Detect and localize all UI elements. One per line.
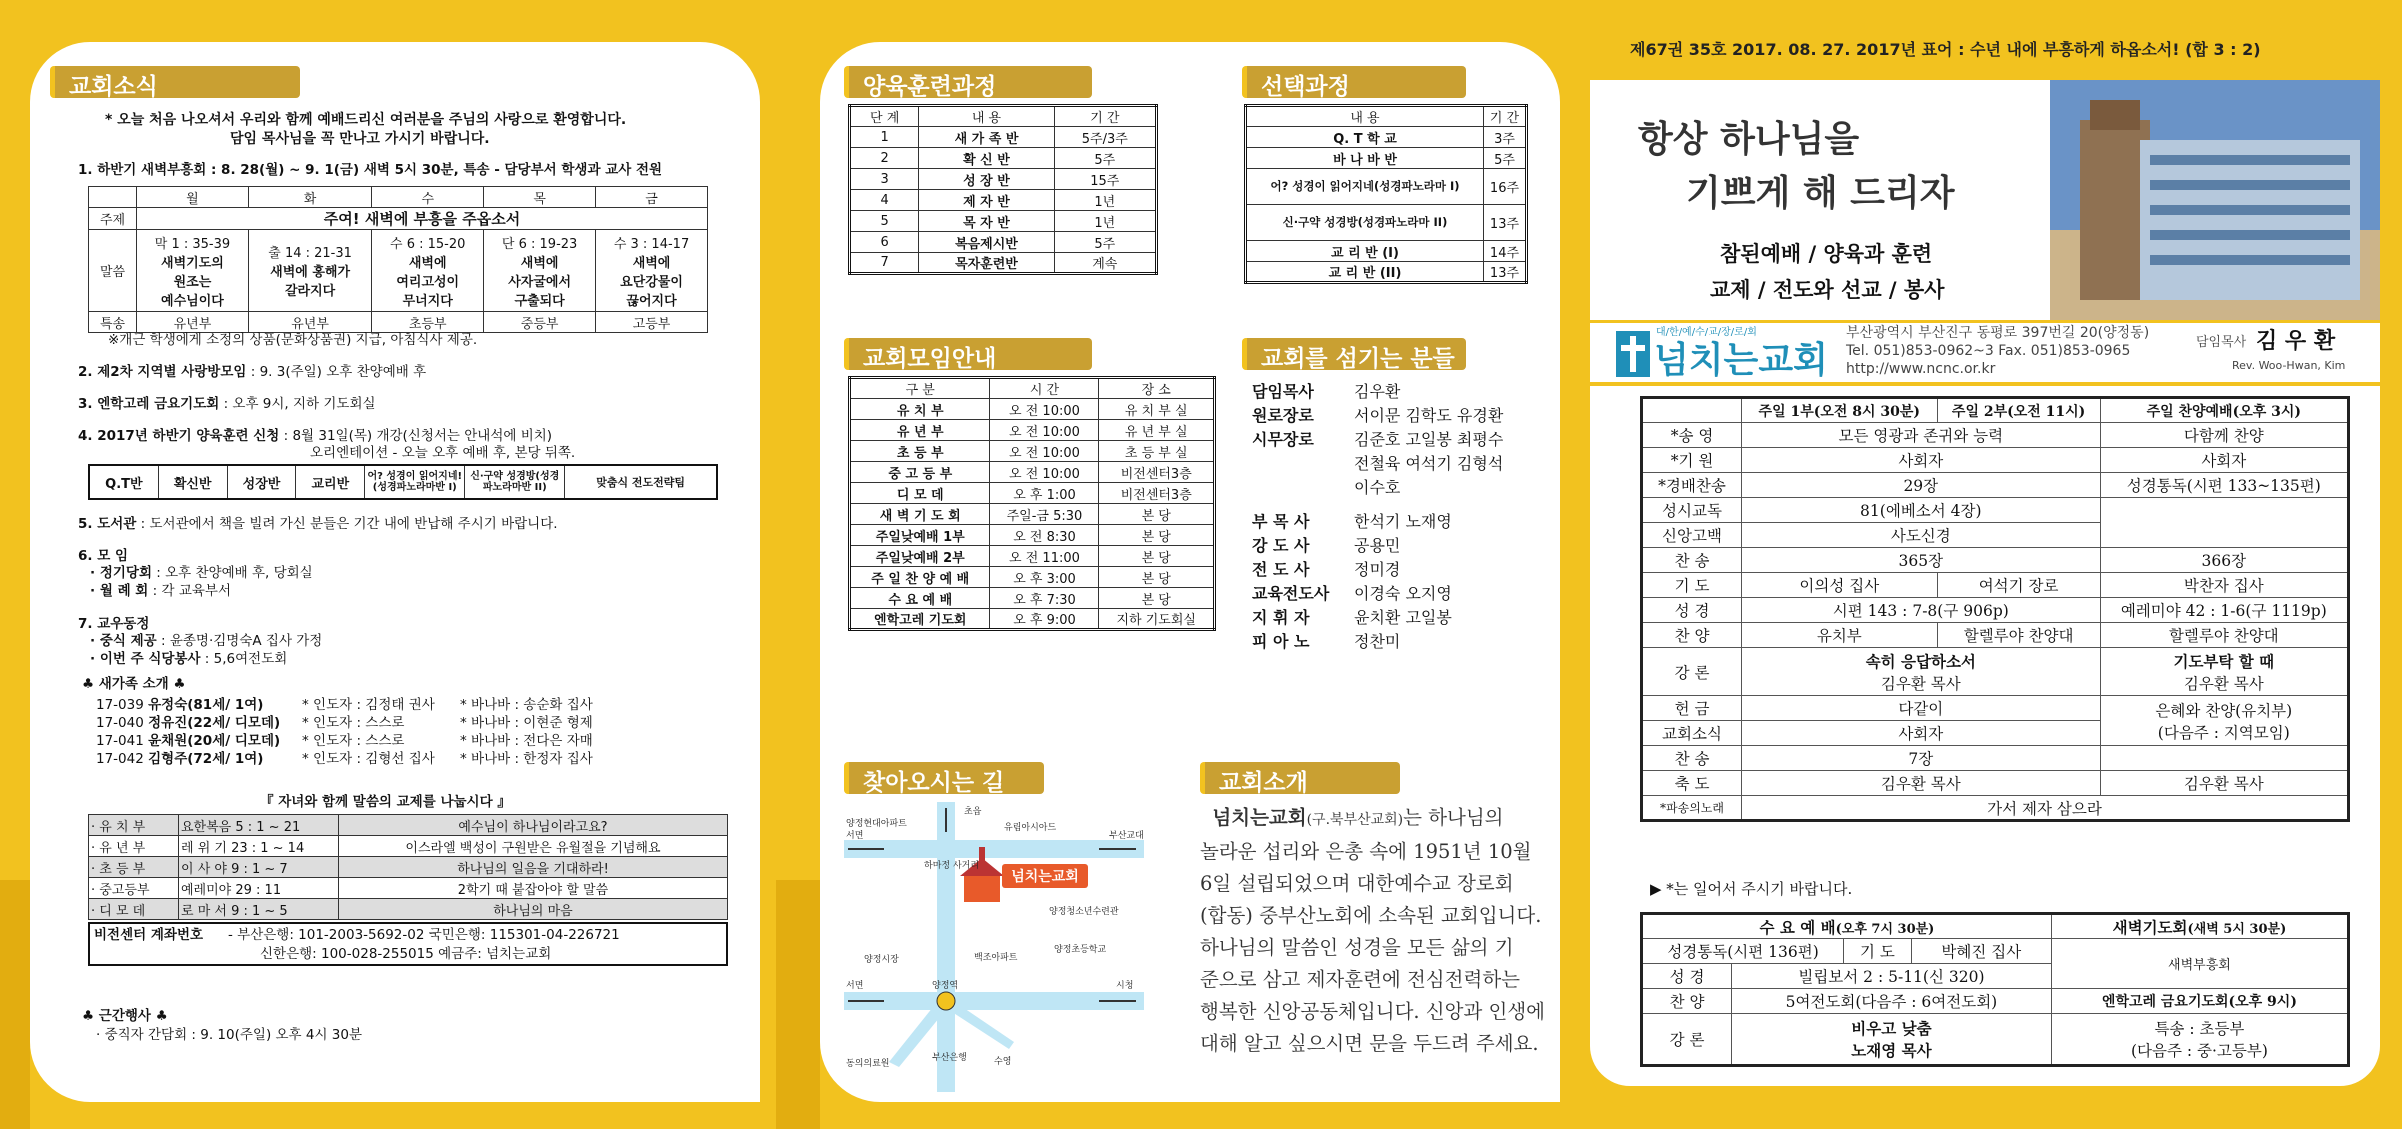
svg-text:수영: 수영	[994, 1057, 1012, 1067]
welcome-line-1: * 오늘 처음 나오셔서 우리와 함께 예배드리신 여러분을 주님의 사랑으로 환영합니다.	[105, 112, 627, 128]
slogan-line-2: 기쁘게 해 드리자	[1686, 173, 1955, 214]
stand-note: ▶ *는 일어서 주시기 바랍니다.	[1650, 880, 1853, 898]
svg-text:하마정 사거리: 하마정 사거리	[924, 861, 980, 871]
panel-church-news: 교회소식 * 오늘 처음 나오셔서 우리와 함께 예배드리신 여러분을 주님의 사랑으로 환영합니다. 담임 목사님을 꼭 만나고 가시기 바랍니다. 1. 하반기 새벽부흥회 : 8. 28(월) ~ 9. 1(금) 새벽 5시 30분, 특송 - 담당부서 학생과 교사 전원 월 화 수 목 금 주제 주여! 새벽에 부흥을 주옵소서 말씀 막 1 : 35-39 새벽기도의 원조는 예수님이다 출 14 : 21-31 새벽에 홍해가 갈라지다 수 6 : 15-20 새벽에 여리고성이 무너지다 단 6 : 19-23 새벽에 사자굴에서 구출되다 수 3 : 14-17 새벽에 요단강물이 끊어지다 특송 유년부 유년부 초등부 중등부 고등부 ※개근 학생에게 소정의 상품(문화상품권) 지급, 아침식사 제공. 2. 제2차 지역별 사랑방모임 : 9. 3(주일) 오후 찬양예배 후 3. 엔학고레 금요기도회 : 오후 9시, 지하 기도회실 4. 2017년 하반기 양육훈련 신청 : 8월 31일(목) 개강(신청서는 안내석에 비치) 오리엔테이션 - 오늘 오후 예배 후, 본당 뒤쪽. Q.T반 확신반 성장반 교리반 어? 성경이 읽어지네!(성경파노라마반 I) 신·구약 성경방(성경파노라마반 II) 맞춤식 전도전략팀 5. 도서관 : 도서관에서 책을 빌려 가신 분들은 기간 내에 반납해 주시기 바랍니다. 6. 모 임 · 정기당회 : 오후 찬양예배 후, 당회실 · 월 례 회 : 각 교육부서 7. 교우동정 · 중식 제공 : 윤종명·김명숙A 집사 가정 · 이번 주 식당봉사 : 5,6여전도회 ♣ 새가족 소개 ♣ 17-039 유정숙(81세/ 1여) * 인도자 : 김정태 권사 * 바나바 : 송순화 집사 17-040 정유진(22세/ 디모데) * 인도자 : 스스로 * 바나바 : 이현준 형제 17-041 윤채원(20세/ 디모데) * 인도자 : 스스로 * 바나바 : 전다은 자매 17-042 김형주(72세/ 1여) * 인도자 : 김형선 집사 * 바나바 : 한정자 집사 『 자녀와 함께 말씀의 교제를 나눕시다 』 · 유 치 부 요한복음 5 : 1 ~ 21 예수님이 하나님이라고요? · 유 년 부 레 위 기 23 : 1 ~ 14 이스라엘 백성이 구원받은 유월절을 기념해요 · 초 등 부 이 사 야 9 : 1 ~ 7 하나님의 일음을 기대하라! · 중고등부 예레미야 29 : 11 2학기 때 붙잡아야 할 말씀 · 디 모 데 로 마 서 9 : 1 ~ 5 하나님의 마음 비전센터 계좌번호 - 부산은행: 101-2003-5692-02 국민은행: 115301-04-226721 신한은행: 100-028-255015 예금주: 넘치는교회 ♣ 근간행사 ♣ · 중직자 간담회 : 9. 10(주일) 오후 4시 30분	[30, 42, 760, 1102]
mission-line-1: 참된예배 / 양육과 훈련	[1720, 242, 1933, 266]
news-item-1: 1. 하반기 새벽부흥회 : 8. 28(월) ~ 9. 1(금) 새벽 5시 30분, 특송 - 담당부서 학생과 교사 전원	[78, 162, 663, 178]
children-word-table: · 유 치 부 요한복음 5 : 1 ~ 21 예수님이 하나님이라고요? · 유 년 부 레 위 기 23 : 1 ~ 14 이스라엘 백성이 구원받은 유월절을 기념해요 · 초 등 부 이 사 야 9 : 1 ~ 7 하나님의 일음을 기대하라! · 중고등부 예레미야 29 : 11 2학기 때 붙잡아야 할 말씀 · 디 모 데 로 마 서 9 : 1 ~ 5 하나님의 마음	[88, 814, 728, 920]
elective-table: 내 용 기 간 Q. T 학 교 3주 바 나 바 반 5주 어? 성경이 읽어지네(성경파노라마 I) 16주 신·구약 성경방(성경파노라마 II) 13주 교 리 반 (I) 14주 교 리 반 (II) 13주	[1244, 104, 1528, 284]
intro-text: 넘치는교회(구.북부산교회)는 하나님의 놀라운 섭리와 은총 속에 1951년 10월 6일 설립되었으며 대한예수교 장로회 (합동) 중부산노회에 소속된 교회입니다. 하나님의 말씀인 성경을 모든 삶의 기 준으로 삼고 제자훈련에 전심전력하는 행복한 신앙공동체입니다. 신앙과 인생에 대해 알고 싶으시면 문을 두드려 주세요.	[1200, 806, 1546, 1055]
svg-text:시청: 시청	[1116, 981, 1134, 991]
svg-text:유림아시아드: 유림아시아드	[1004, 823, 1057, 833]
recent-events-title: ♣ 근간행사 ♣	[82, 1008, 168, 1024]
section-title-elective: 선택과정	[1242, 66, 1466, 98]
svg-text:부산은행: 부산은행	[932, 1053, 967, 1063]
svg-text:양정초등학교: 양정초등학교	[1054, 945, 1107, 955]
meetings-table: 구 분 시 간 장 소 유 치 부 오 전 10:00 유 치 부 실 유 년 부 오 전 10:00 유 년 부 실 초 등 부 오 전 10:00 초 등 부 실 중 고 등 부 오 전 10:00 비전센터3층 디 모 데 오 후 1:00 비전센터3층 새 벽 기 도 회 주일-금 5:30 본 당 주일낮예배 1부 오 전 8:30 본 당 주일낮예배 2부 오 전 11:00 본 당 주 일 찬 양 예 배 오 후 3:00 본 당 수 요 예 배 오 후 7:30 본 당 엔학고레 기도회 오 후 9:00 지하 기도회실	[848, 376, 1216, 631]
word-title: 『 자녀와 함께 말씀의 교제를 나눕시다 』	[260, 794, 511, 810]
section-title-directions: 찾아오시는 길	[844, 762, 1044, 794]
issue-header: 제67권 35호 2017. 08. 27. 2017년 표어 : 수년 내에 부흥하게 하옵소서! (합 3 : 2)	[1630, 40, 2261, 59]
section-title-church-news: 교회소식	[50, 66, 300, 98]
svg-text:양정현대아파트: 양정현대아파트	[846, 819, 907, 829]
svg-text:양정청소년수련관: 양정청소년수련관	[1049, 907, 1119, 917]
svg-text:동의의료원: 동의의료원	[846, 1059, 890, 1069]
map-road-vertical	[937, 802, 955, 1092]
svg-text:부산교대: 부산교대	[1109, 831, 1144, 841]
website-link[interactable]: http://www.ncnc.or.kr	[1846, 361, 1996, 377]
new-family-title: ♣ 새가족 소개 ♣	[82, 676, 186, 692]
svg-text:양정역: 양정역	[932, 981, 959, 991]
svg-text:서면: 서면	[846, 831, 864, 841]
svg-text:초읍: 초읍	[964, 807, 982, 817]
vision-account-box: 비전센터 계좌번호 - 부산은행: 101-2003-5692-02 국민은행: 115301-04-226721 신한은행: 100-028-255015 예금주: 넘치는교회	[88, 922, 728, 966]
directions-map	[844, 802, 1164, 1092]
section-title-servants: 교회를 섬기는 분들	[1242, 338, 1466, 370]
church-info-bar: 대/한/예/수/교/장/로/회 넘치는교회 부산광역시 부산진구 동평로 397번길 20(양정동) Tel. 051)853-0962~3 Fax. 051)853-0965 http://www.ncnc.or.kr 담임목사 김 우 환 Rev. Woo-Hwan, Kim	[1590, 320, 2380, 382]
revival-table: 월 화 수 목 금 주제 주여! 새벽에 부흥을 주옵소서 말씀 막 1 : 35-39 새벽기도의 원조는 예수님이다 출 14 : 21-31 새벽에 홍해가 갈라지다 수 6 : 15-20 새벽에 여리고성이 무너지다 단 6 : 19-23 새벽에 사자굴에서 구출되다 수 3 : 14-17 새벽에 요단강물이 끊어지다 특송 유년부 유년부 초등부 중등부 고등부	[88, 186, 708, 333]
section-title-meetings: 교회모임안내	[844, 338, 1092, 370]
svg-text:양정시장: 양정시장	[864, 955, 899, 965]
mission-line-2: 교제 / 전도와 선교 / 봉사	[1710, 278, 1945, 302]
section-title-intro: 교회소개	[1200, 762, 1400, 794]
svg-text:백조아파트: 백조아파트	[974, 953, 1018, 963]
course-table: Q.T반 확신반 성장반 교리반 어? 성경이 읽어지네!(성경파노라마반 I) 신·구약 성경방(성경파노라마반 II) 맞춤식 전도전략팀	[88, 464, 718, 500]
slogan-line-1: 항상 하나님을	[1638, 119, 1860, 160]
map-church-label: 넘치는교회	[1011, 869, 1079, 885]
subway-icon	[937, 992, 955, 1010]
welcome-line-2: 담임 목사님을 꼭 만나고 가시기 바랍니다.	[230, 131, 490, 147]
church-name-logo: 넘치는교회	[1654, 340, 1828, 381]
church-building-image	[2050, 80, 2380, 320]
svg-text:서면: 서면	[846, 981, 864, 991]
cover-banner	[1590, 80, 2380, 382]
panel-training-info: 양육훈련과정 단 계 내 용 기 간 1 새 가 족 반 5주/3주 2 확 신 반 5주 3 성 장 반 15주 4 제 자 반 1년 5 목 자 반 1년 6 복음제시반 5주 7 목자훈련반 계속 선택과정 내 용 기 간 Q. T 학 교 3주 바 나 바 반 5주 어? 성경이 읽어지네(성경파노라마 I) 16주 신·구약 성경방(성경파노라마 II) 13주 교 리 반 (I) 14주 교 리 반 (II) 13주 교회모임안내 구 분 시 간 장 소 유 치 부 오 전 10:00 유 치 부 실 유 년 부 오 전 10:00 유 년 부 실 초 등 부 오 전 10:00 초 등 부 실 중 고 등 부 오 전 10:00 비전센터3층 디 모 데 오 후 1:00 비전센터3층 새 벽 기 도 회 주일-금 5:30 본 당 주일낮예배 1부 오 전 8:30 본 당 주일낮예배 2부 오 전 11:00 본 당 주 일 찬 양 예 배 오 후 3:00 본 당 수 요 예 배 오 후 7:30 본 당 엔학고레 기도회 오 후 9:00 지하 기도회실 교회를 섬기는 분들 담임목사 김우환 원로장로 서이문 김학도 유경환 시무장로 김준호 고일봉 최평수 전철육 여석기 김형석 이수호 부 목 사 한석기 노재영 강 도 사 공용민 전 도 사 정미경 교육전도사 이경숙 오지영 지 휘 자 윤치환 고일봉 피 아 노 정찬미 찾아오시는 길 넘치는교회 초읍 양정현대아파트 유림아시아드 서면 부산교대 하마정 사거리 양정청소년수련관 양정시장 백조아파트 양정초등학교 서면 양정역 시청 동의의료원 부산은행 수영 교회소개 넘치는교회(구.북부산교회)는 하나님의 놀라운 섭리와 은총 속에 1951년 10월 6일 설립되었으며 대한예수교 장로회 (합동) 중부산노회에 소속된 교회입니다. 하나님의 말씀인 성경을 모든 삶의 기 준으로 삼고 제자훈련에 전심전력하는 행복한 신앙공동체입니다. 신앙과 인생에 대해 알고 싶으시면 문을 두드려 주세요.	[820, 42, 1560, 1102]
cross-logo-icon	[1616, 331, 1650, 377]
section-title-training: 양육훈련과정	[844, 66, 1092, 98]
revival-note: ※개근 학생에게 소정의 상품(문화상품권) 지급, 아침식사 제공.	[108, 332, 478, 348]
training-table: 단 계 내 용 기 간 1 새 가 족 반 5주/3주 2 확 신 반 5주 3 성 장 반 15주 4 제 자 반 1년 5 목 자 반 1년 6 복음제시반 5주 7 목자훈련반 계속	[848, 104, 1158, 275]
wednesday-service-table: 수 요 예 배(오후 7시 30분) 새벽기도회(새벽 5시 30분) 성경통독(시편 136편) 기 도 박혜진 집사 새벽부흥회 성 경 빌립보서 2 : 5-11(신 320) 찬 양 5여전도회(다음주 : 6여전도회) 엔학고레 금요기도회(오후 9시) 강 론 비우고 낮춤 노재영 목사 특송 : 초등부 (다음주 : 중·고등부)	[1640, 912, 2350, 1067]
sunday-service-table: 주일 1부(오전 8시 30분) 주일 2부(오전 11시) 주일 찬양예배(오후 3시) *송 영 모든 영광과 존귀와 능력 다함께 찬양 *기 원 사회자 사회자 *경배찬송 29장 성경통독(시편 133~135편) 성시교독 81(에베소서 4장) 신앙고백 사도신경 찬 송 365장 366장 기 도 이의성 집사 여석기 장로 박찬자 집사 성 경 시편 143 : 7-8(구 906p) 예레미야 42 : 1-6(구 1119p) 찬 양 유치부 할렐루야 찬양대 할렐루야 찬양대 강 론 속히 응답하소서 김우환 목사 기도부탁 할 때 김우환 목사 헌 금 다같이 은혜와 찬양(유치부) (다음주 : 지역모임) 교회소식 사회자 찬 송 7장 축 도 김우환 목사 김우환 목사 *파송의노래 가서 제자 삼으라	[1640, 396, 2350, 822]
panel-cover-worship	[1590, 22, 2380, 1107]
